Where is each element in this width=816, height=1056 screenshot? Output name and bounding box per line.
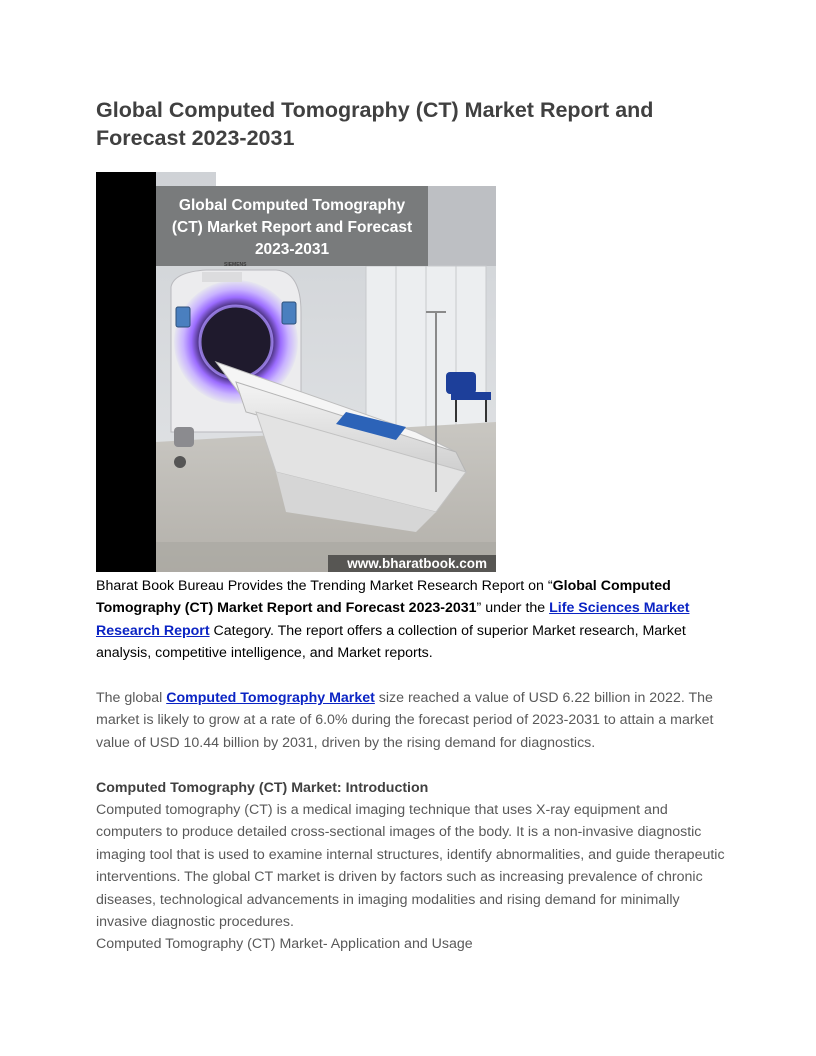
life-sciences-report-link[interactable]: Life Sciences Market Research Report (96, 600, 690, 639)
machine-brand-label: SIEMENS (224, 262, 247, 268)
market-size-paragraph (96, 687, 726, 754)
para2-suffix: size reached a value of USD 6.22 billion in 2022. The market is likely to grow at a rate of 6.0% during the forecast period of 2023-2031 to attain a market value of USD 10.44 billion by 2031, driven by the rising demand for diagnostics. (96, 690, 714, 751)
hero-image (96, 172, 496, 572)
ct-scanner-photo (96, 172, 496, 572)
para1-suffix: Category. The report offers a collection of superior Market research, Market analysis, competitive intelligence, and Market reports. (96, 622, 686, 662)
para1-mid: ” under the (476, 600, 550, 617)
page-title: Global Computed Tomography (CT) Market Report and Forecast 2023-2031 (96, 98, 654, 150)
para2-prefix: The global (96, 690, 167, 706)
report-title-bold: Global Computed Tomography (CT) Market Report and Forecast 2023-2031 (96, 578, 671, 617)
para1-prefix: Bharat Book Bureau Provides the Trending Market Research Report on “ (96, 578, 553, 594)
application-usage-line: Computed Tomography (CT) Market- Application and Usage (96, 936, 473, 952)
hero-overlay-title-line-3: 2023-2031 (254, 241, 330, 258)
introduction-heading: Computed Tomography (CT) Market: Introduction (96, 780, 429, 796)
ct-market-link[interactable]: Computed Tomography Market (166, 690, 375, 706)
intro-paragraph (96, 575, 726, 665)
hero-watermark: www.bharatbook.com (347, 556, 487, 571)
hero-overlay-title-line-2: (CT) Market Report and Forecast (171, 219, 413, 236)
hero-overlay-title-line-1: Global Computed Tomography (178, 197, 406, 214)
introduction-paragraph: Computed tomography (CT) is a medical imaging technique that uses X-ray equipment and computers to produce detailed cross-sectional images of the body. It is a non-invasive diagnostic imaging tool that is used to examine internal structures, identify abnormalities, and guide therapeutic interventions. The global CT market is driven by factors such as increasing prevalence of chronic diseases, technological advancements in imaging modalities and rising demand for minimally invasive diagnostic procedures. (96, 802, 725, 931)
